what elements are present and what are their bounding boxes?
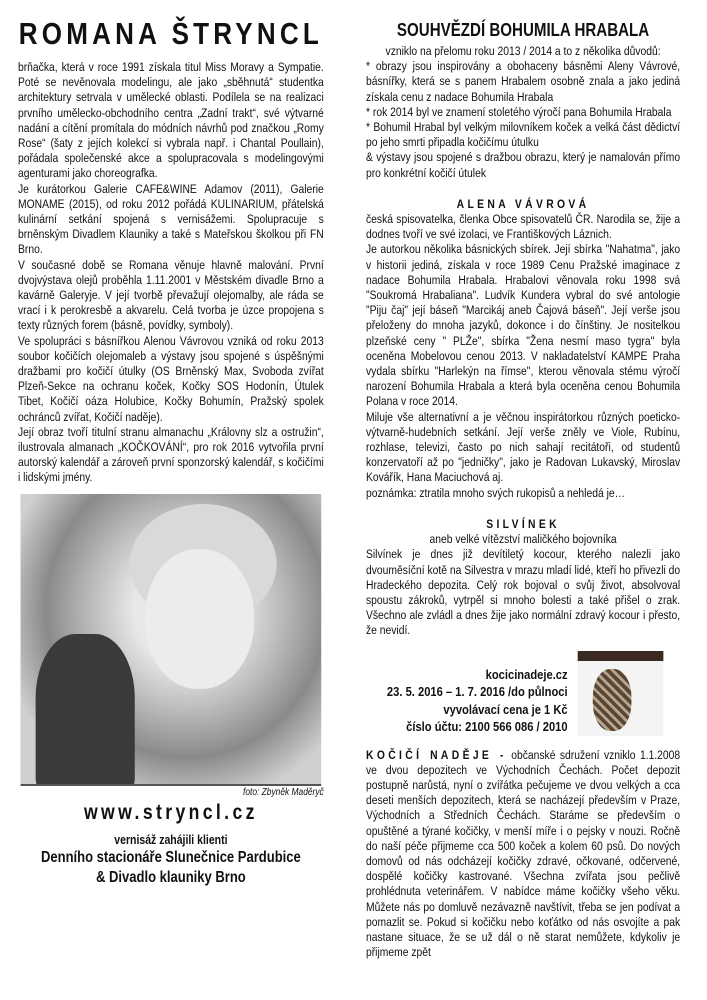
auction-price: vyvolávací cena je 1 Kč [443, 701, 568, 717]
bio-paragraph: V současné době se Romana věnuje hlavně malování. První dvojvýstava olejů proběhla 1.11.2001 v Městském divadle Brno a kavárně Galeryje. V její tvorbě převažují olejomalby, ale ráda se vrací i k perokresbě a akvarelu. Celá tvorba je úzce propojena s texty různých forem (básně, povídky, symboly). [18, 257, 324, 333]
vernissage-name: & Divadlo klauniky Brno [95, 868, 246, 886]
bio-paragraph: Její obraz tvoří titulní stranu almanachu „Královny slz a ostružin“, ilustrovala almanach „KOČKOVÁNÍ“, pro rok 2016 vytvořila první autorský kalendář a zároveň první sponzorský kalendář, s kočičími i lidskými jmény. [18, 424, 324, 485]
artist-portrait-photo [21, 494, 322, 786]
left-column [18, 14, 324, 888]
alena-paragraph: česká spisovatelka, členka Obce spisovatelů ČR. Narodila se, žije a dodnes tvoří ve své izolaci, ve Františkových Láznich. [366, 212, 681, 242]
reason: * rok 2014 byl ve znamení stoletého výročí pana Bohumila Hrabala [366, 104, 672, 119]
vernissage-name: Denního stacionáře Slunečnice Pardubice [40, 848, 301, 866]
bio-paragraph: Ve spolupráci s básnířkou Alenou Vávrovou vzniká od roku 2013 soubor kočičích olejomaleb a výstavy jsou spojené s úspěšnými dražbami pro kočičí útulky (OS Brněnský Max, Svoboda zvířat Plzeň-Sekce na ochranu koček, Kočky SOS Hodonín, Útulek Tibet, Kočičí oáza Holubice, Kočky Bohumín, Pražský spolek ochránců zvířat, Kočičí naděje). [18, 333, 324, 424]
kocici-nadeje-heading: KOČIČÍ NADĚJE - [366, 747, 507, 762]
right-column [366, 14, 680, 960]
photo-cat [36, 634, 135, 786]
artist-name-title: ROMANA ŠTRYNCL [18, 16, 323, 51]
vernissage-names [18, 848, 324, 888]
kocici-nadeje-text: občanské sdružení vzniklo 1.1.2008 ve dvou depozitech ve Východních Čechách. Počet depozit postupně narůstá, nyní o zvířátka pečujeme ve dvou velkých a cca deseti menších depozitech, která se nacházejí především v Praze, Východních a Středních Čechách. Staráme se především o opuštěné a týrané kočičky, v menší míře i o pejsky v nouzi. Ročně do naší péče přijmeme cca 500 koček a kolem 60 psů. Do nových domovů od nás odcházejí kočičky zdravé, očkované, odčervené, dospělé kočičky kastrované. Všechna zvířata jsou pečlivě prohlédnuta veterinářem. V nabídce máme kočičky všeho věku. Můžete nás po domluvě nezávazně navštívit, třeba se jen podívat a pomazlit se. Pokud si kočičku nebo koťátko od nás osvojíte a pak nastane situace, že se už dál o ně starat nemůžete, kdykoliv je přijmeme zpět [366, 747, 681, 960]
silvinek-subheading: aneb velké vítězství maličkého bojovníka [429, 532, 617, 547]
bio-paragraph: brňačka, která v roce 1991 získala titul Miss Moravy a Sympatie. Poté se nevěnovala modelingu, ale jako „sběhnutá“ studentka architektury setrvala v umělecké oblasti. Podílela se na realizaci prvního umělecko-obchodního centra „Zadní trakt“, své výtvarné nadání a cítění promítala do módních návrhů pod značkou „Romy Rose“ (šaty z jejích kolekcí si vybrala např. i Chantal Poullain), pořádala společenské akce a spolupracovala s modelingovými agenturami jako choreografka. [18, 60, 324, 181]
photo-credit: foto: Zbyněk Maděryč [242, 786, 324, 798]
bio-paragraph: Je kurátorkou Galerie CAFE&WINE Adamov (2011), Galerie MONAME (2015), od roku 2012 pořádá KULINARIUM, přátelská kulinární setkání spojená s vernisážemi. Spolupracuje s brněnským Divadlem Klauniky a také s Mateřskou školkou při FN Brno. [18, 181, 324, 257]
auction-row [366, 651, 680, 736]
reason: * Bohumil Hrabal byl velkým milovníkem koček a velká část dědictví po jeho smrti připadla kočičímu útulku [366, 120, 681, 150]
silvinek-heading: SILVÍNEK [486, 516, 560, 531]
vernissage-line: vernisáž zahájili klienti [114, 832, 228, 847]
photo-face [145, 549, 254, 689]
cat-painting-image [578, 651, 664, 736]
alena-heading: ALENA VÁVROVÁ [456, 196, 590, 211]
reason: * obrazy jsou inspirovány a obohaceny básněmi Aleny Vávrové, básnířky, která se s panem Hrabalem osobně znala a jako jediná získala cenu z nadace Bohumila Hrabala [366, 59, 681, 104]
alena-paragraph: Je autorkou několika básnických sbírek. Její sbírka "Nahatma", jako v historii jediná, získala v roce 1989 Cenu Pražské imaginace z nadace Bohumila Hrabala. Hrabalovi věnovala roku 1998 svá "Soukromá Hrabaliana". Ludvík Kundera vybral do své antologie "Piju čaj" její báseň "Marcikáj aneb Čajová báseň". Její verše jsou přeloženy do mnoha jazyků, dokonce i do čínštiny. Je nositelkou plzeňské ceny " PLŽe", sbírka "Žena nesmí maso tygra" byla oceněna Mobelovou cenou 2013. V nakladatelství KAMPE Praha vydala sbírku "Harlekýn na římse", kterou věnovala stému výročí narození Bohumila Hrabala a která byla oceněna cenou Bohumila Polana v roce 2014. [366, 242, 681, 409]
auction-website[interactable]: kocicinadeje.cz [485, 666, 568, 682]
hrabal-intro: vzniklo na přelomu roku 2013 / 2014 a to z několika důvodů: [385, 44, 661, 58]
cat-figure [593, 669, 632, 731]
kocici-nadeje-section [366, 748, 680, 961]
website-link[interactable]: www.stryncl.cz [83, 800, 258, 824]
alena-paragraph: Miluje vše alternativní a je věčnou inspirátorkou různých poeticko-výtvarně-hudebních setkání. Její verše zněly ve Viole, Rubínu, rozhlase, televizi, často po nich sahají recitátoři, od studentů konzervatoří až po "jedničky", jako je Radovan Lukavský, Miroslav Kovářík, Hana Maciuchová aj. [366, 409, 681, 485]
auction-info [387, 666, 568, 736]
silvinek-text: Silvínek je dnes již devítiletý kocour, kterého nalezli jako dvouměsíční kotě na Silvestra v mrazu mladí lidé, kteří ho přivezli do Hradeckého depozita. Celý rok bojoval o svůj život, absolvoval spoustu zákroků, vytrpěl si mnoho bolesti a také přišel o zrak. Všechno ale zvládl a dnes žije jako normální zdravý kocour i přesto, že nevidí. [366, 547, 681, 638]
alena-paragraph: poznámka: ztratila mnoho svých rukopisů a nehledá je… [366, 485, 625, 500]
auction-dates: 23. 5. 2016 – 1. 7. 2016 /do půlnoci [386, 684, 568, 700]
reason: & výstavy jsou spojené s dražbou obrazu, který je namalován přímo pro konkrétní kočičí útulek [366, 150, 681, 180]
auction-account: číslo účtu: 2100 566 086 / 2010 [406, 719, 568, 735]
hrabal-title: SOUHVĚZDÍ BOHUMILA HRABALA [396, 20, 650, 40]
